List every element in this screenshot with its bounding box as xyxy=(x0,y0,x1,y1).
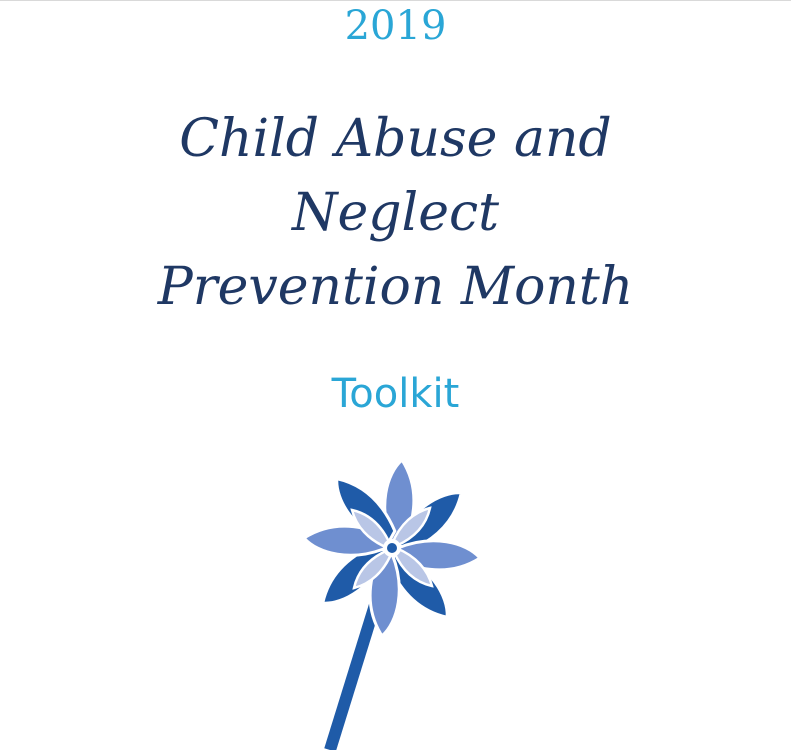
cover-title-line-3: Prevention Month xyxy=(157,257,634,317)
pinwheel-icon xyxy=(296,452,496,750)
cover-title xyxy=(0,102,791,324)
cover-title-line-1: Child Abuse and xyxy=(179,109,612,169)
cover-year: 2019 xyxy=(344,3,447,49)
cover-subtitle: Toolkit xyxy=(331,371,460,417)
cover-title-line-2: Neglect xyxy=(292,183,499,243)
